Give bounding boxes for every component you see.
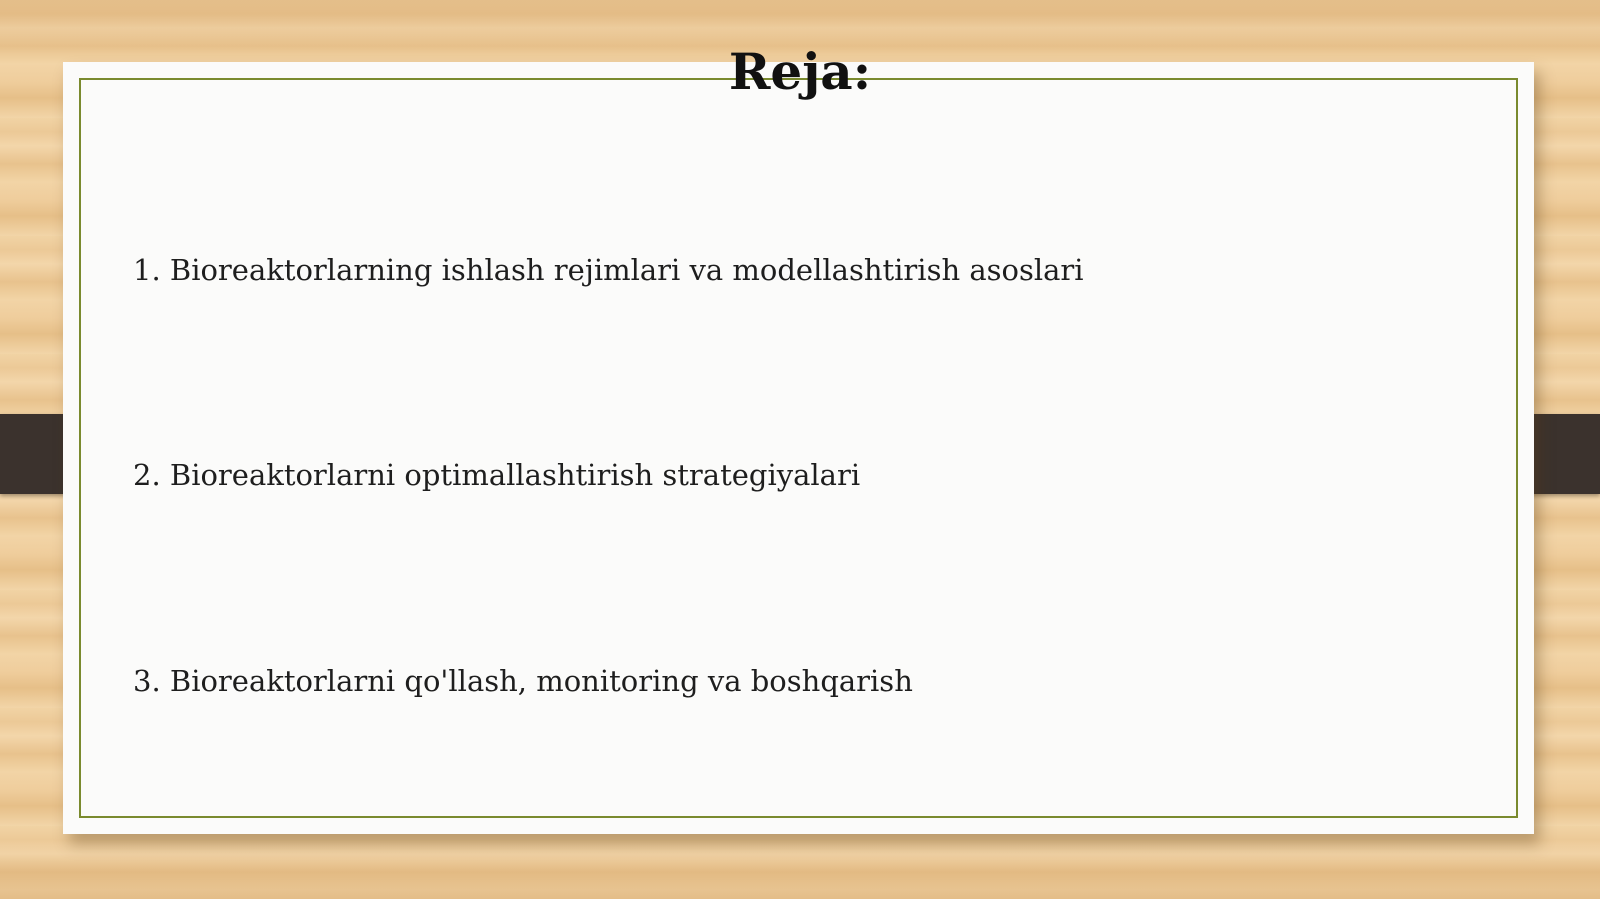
plan-item-1: 1. Bioreaktorlarning ishlash rejimlari va modellashtirish asoslari: [133, 253, 1084, 287]
slide-card: [63, 62, 1534, 834]
plan-item-3: 3. Bioreaktorlarni qo'llash, monitoring va boshqarish: [133, 664, 913, 698]
slide-title: Reja:: [728, 42, 872, 101]
slide-card-border: [79, 78, 1518, 818]
plan-item-2: 2. Bioreaktorlarni optimallashtirish strategiyalari: [133, 458, 861, 492]
